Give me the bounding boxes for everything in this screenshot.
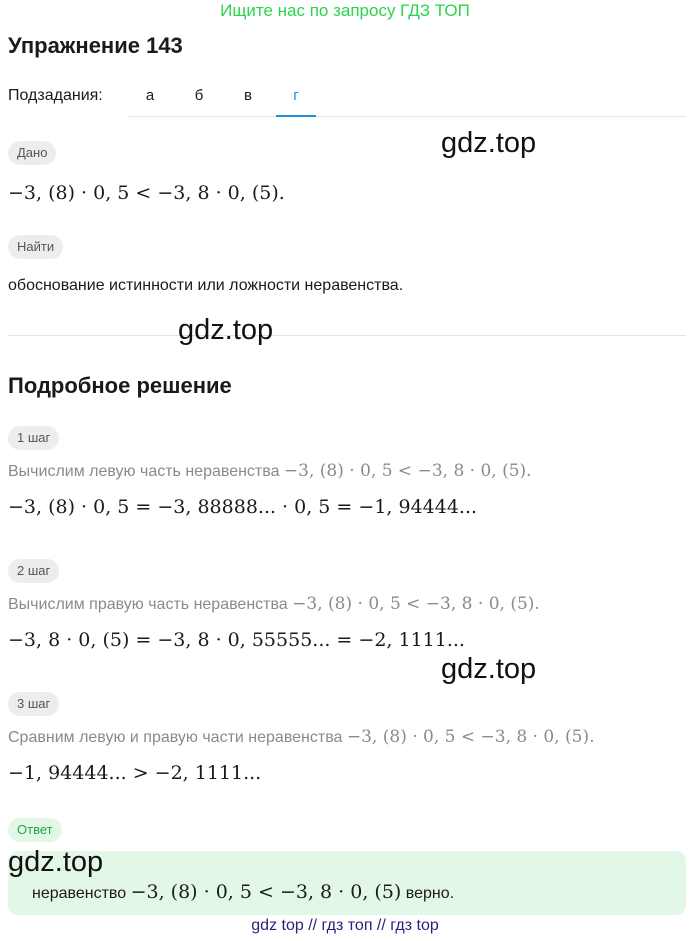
divider [8,335,686,336]
step-chip: 2 шаг [8,559,59,583]
step-2 [8,559,59,583]
step-1 [8,426,59,450]
find-section [8,235,63,259]
answer-suffix: верно. [405,885,455,902]
solution-title: Подробное решение [8,373,232,398]
step-chip: 1 шаг [8,426,59,450]
tab-g[interactable]: г [276,76,316,116]
subtasks-label: Подзадания: [8,87,103,104]
tab-a[interactable]: а [145,87,155,104]
answer-prefix: неравенство [32,885,127,902]
given-section [8,141,56,165]
step-chip: 3 шаг [8,692,59,716]
watermark: gdz.top [441,127,537,159]
watermark: gdz.top [441,653,537,685]
given-chip: Дано [8,141,56,165]
watermark: gdz.top [178,314,274,346]
step-description: Сравним левую и правую части неравенства [8,729,343,746]
tab-b[interactable]: б [194,87,204,104]
step-3 [8,692,59,716]
answer-section [8,818,62,842]
find-text: обоснование истинности или ложности неравенства. [8,277,404,294]
page-title: Упражнение 143 [8,33,183,58]
step-expression: −3, (8) · 0, 5 < −3, 8 · 0, (5). [346,727,595,747]
footer-links[interactable]: gdz top // гдз топ // гдз top [251,917,439,934]
find-chip: Найти [8,235,63,259]
step-expression: −3, (8) · 0, 5 < −3, 8 · 0, (5). [283,461,532,481]
promo-banner: Ищите нас по запросу ГДЗ ТОП [220,1,470,20]
step-description: Вычислим левую часть неравенства [8,463,280,480]
tab-v[interactable]: в [244,87,252,104]
step-text [8,726,595,749]
step-description: Вычислим правую часть неравенства [8,596,288,613]
answer-text [32,881,454,905]
step-result: −1, 94444... > −2, 1111... [8,762,262,784]
step-result: −3, 8 · 0, (5) = −3, 8 · 0, 55555... = −2, 1111... [8,629,465,651]
step-expression: −3, (8) · 0, 5 < −3, 8 · 0, (5). [292,594,540,614]
answer-chip: Ответ [8,818,62,842]
step-text [8,460,532,483]
answer-expression: −3, (8) · 0, 5 < −3, 8 · 0, (5) [130,881,402,903]
step-text [8,593,540,616]
watermark: gdz.top [8,846,104,878]
subtask-tabs [128,76,686,117]
step-result: −3, (8) · 0, 5 = −3, 88888... · 0, 5 = −1, 94444... [8,496,478,518]
given-expression: −3, (8) · 0, 5 < −3, 8 · 0, (5). [8,182,285,204]
